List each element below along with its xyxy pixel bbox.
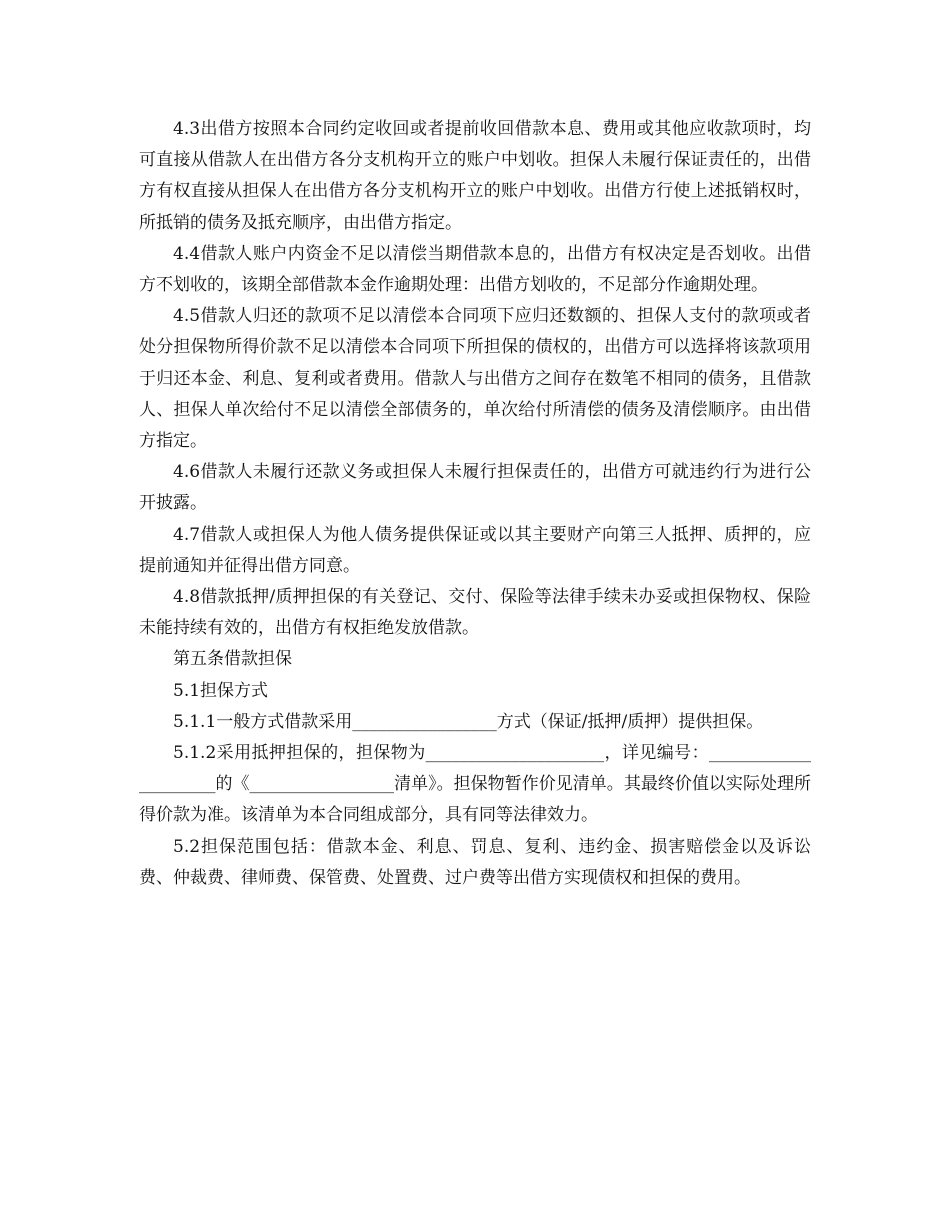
clause-4-3: 4.3出借方按照本合同约定收回或者提前收回借款本息、费用或其他应收款项时，均可直接从借款人在出借方各分支机构开立的账户中划收。担保人未履行保证责任的，出借方有权直接从担保人在出借方各分支机构开立的账户中划收。出借方行使上述抵销权时，所抵销的债务及抵充顺序，由出借方指定。 bbox=[139, 119, 811, 233]
clause-5-1-heading: 5.1担保方式 bbox=[173, 680, 269, 701]
document-page bbox=[139, 114, 811, 894]
clause-4-6: 4.6借款人未履行还款义务或担保人未履行担保责任的，出借方可就违约行为进行公开披露。 bbox=[139, 462, 811, 514]
clause-4-4: 4.4借款人账户内资金不足以清偿当期借款本息的，出借方有权决定是否划收。出借方不划收的，该期全部借款本金作逾期处理：出借方划收的，不足部分作逾期处理。 bbox=[139, 243, 811, 296]
clause-4-5: 4.5借款人归还的款项不足以清偿本合同项下应归还数额的、担保人支付的款项或者处分担保物所得价款不足以清偿本合同项下所担保的债权的，出借方可以选择将该款项用于归还本金、利息、复利或者费用。借款人与出借方之间存在数笔不相同的债务，且借款人、担保人单次给付不足以清偿全部债务的，单次给付所清偿的债务及清偿顺序。由出借方指定。 bbox=[139, 306, 811, 452]
clause-4-7: 4.7借款人或担保人为他人债务提供保证或以其主要财产向第三人抵押、质押的，应提前通知并征得出借方同意。 bbox=[139, 524, 811, 576]
clause-5-2: 5.2担保范围包括：借款本金、利息、罚息、复利、违约金、损害赔偿金以及诉讼费、仲裁费、律师费、保管费、处置费、过户费等出借方实现债权和担保的费用。 bbox=[139, 836, 811, 888]
clause-4-8: 4.8借款抵押/质押担保的有关登记、交付、保险等法律手续未办妥或担保物权、保险未能持续有效的，出借方有权拒绝发放借款。 bbox=[139, 587, 811, 639]
article-5-heading: 第五条借款担保 bbox=[173, 649, 292, 670]
clause-5-1-1: 5.1.1一般方式借款采用_________________方式（保证/抵押/质押）提供担保。 bbox=[173, 711, 764, 732]
clause-5-1-2: 5.1.2采用抵押担保的，担保物为_____________________，详见编号：_____________________的《_________________清单》。担保物暂作价见清单。其最终价值以实际处理所得价款为准。该清单为本合同组成部分，具有同等法律效力。 bbox=[139, 743, 811, 826]
